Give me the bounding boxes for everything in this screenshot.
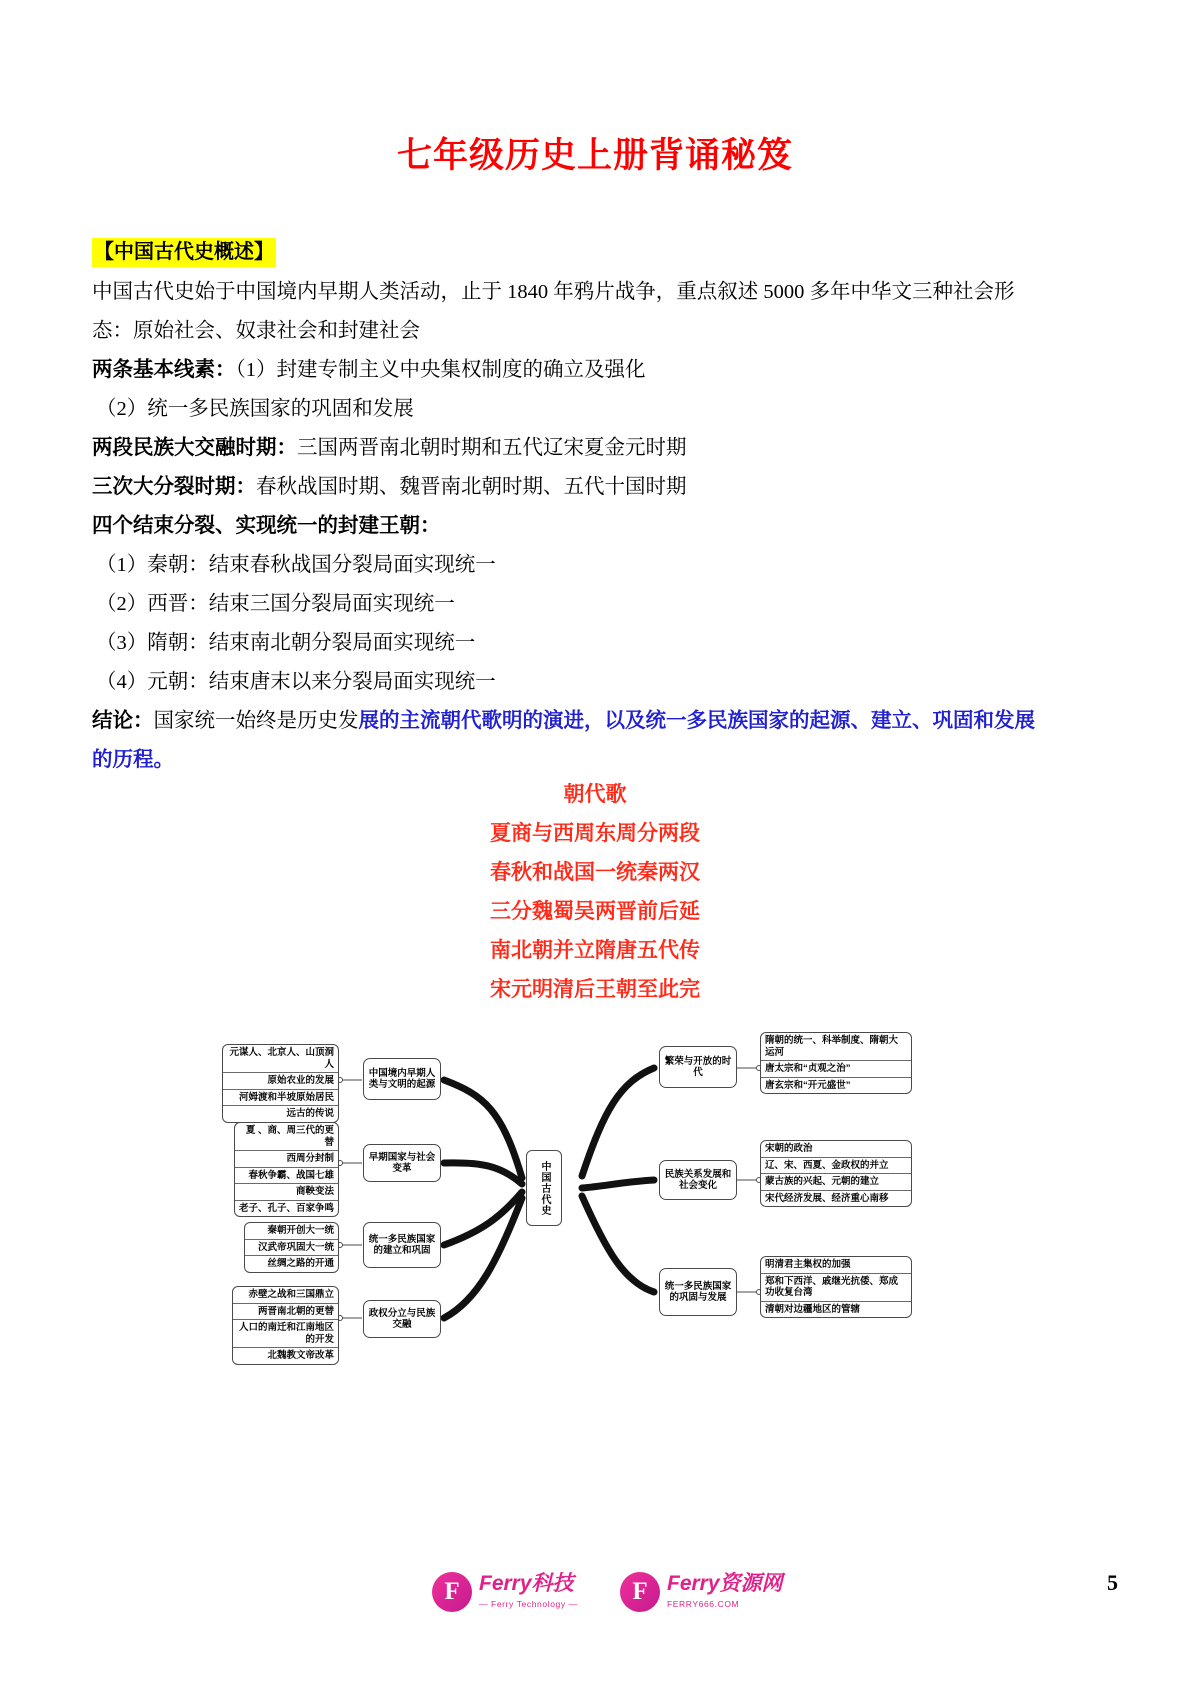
- mindmap-leaf: 郑和下西洋、戚继光抗倭、郑成功收复台湾: [761, 1274, 911, 1302]
- mindmap-leaf: 远古的传说: [286, 1108, 334, 1119]
- mindmap-leafbox-right-3: [760, 1256, 912, 1318]
- branch-left-2: [444, 1163, 522, 1184]
- branch-right-3: [582, 1196, 654, 1292]
- mindmap-leaf: 辽、宋、西夏、金政权的并立: [761, 1158, 911, 1175]
- mindmap-leaf: 丝绸之路的开通: [267, 1258, 334, 1269]
- branch-right-1: [582, 1068, 654, 1176]
- mindmap-leaf: 商鞅变法: [235, 1184, 338, 1201]
- mindmap-leafbox-right-1: [760, 1032, 912, 1094]
- dynasty-song-line-2: 春秋和战国一统秦两汉: [490, 861, 700, 884]
- conclusion-blue-text-2: 的历程。: [92, 749, 174, 771]
- branch-right-2: [582, 1180, 654, 1188]
- mindmap-leafbox-left-2: [234, 1122, 339, 1217]
- two-clues-label: 两条基本线素：: [92, 359, 236, 381]
- mindmap-leaf: 原始农业的发展: [223, 1073, 338, 1090]
- mindmap-leaf: 明清君主集权的加强: [761, 1257, 911, 1274]
- paragraph-two-clues: [92, 351, 1104, 390]
- paragraph-conclusion: [92, 702, 1104, 780]
- dynasty-song-line-1: 夏商与西周东周分两段: [490, 822, 700, 845]
- mindmap-leaf: 西周分封制: [235, 1151, 338, 1168]
- mindmap-leaf: 夏 、商、周三代的更替: [235, 1123, 338, 1151]
- ferry-technology-logo: [432, 1572, 578, 1612]
- mindmap-leaf: 赤壁之战和三国鼎立: [233, 1287, 338, 1304]
- paragraph-division-periods: [92, 468, 1104, 507]
- ferry-resource-url: FERRY666.COM: [667, 1598, 740, 1609]
- list-item-xijin: （2）西晋：结束三国分裂局面实现统一: [96, 593, 455, 615]
- two-clues-text-2: （2）统一多民族国家的巩固和发展: [96, 398, 414, 420]
- division-periods-label: 三次大分裂时期：: [92, 476, 256, 498]
- two-clues-text: （1）封建专制主义中央集权制度的确立及强化: [235, 359, 646, 381]
- mindmap-leafbox-left-4: [232, 1286, 339, 1365]
- ferry-f-icon-2: F: [620, 1572, 660, 1612]
- mindmap-leaf: 两晋南北朝的更替: [233, 1304, 338, 1321]
- list-item-yuan: （4）元朝：结束唐末以来分裂局面实现统一: [96, 671, 496, 693]
- unifying-dynasties-label: 四个结束分裂、实现统一的封建王朝：: [92, 515, 441, 537]
- mindmap-node-right-1: 繁荣与开放的时代: [659, 1046, 737, 1088]
- mindmap-leafbox-left-1: [222, 1044, 339, 1123]
- mindmap-leaf: 蒙古族的兴起、元朝的建立: [761, 1174, 911, 1191]
- mindmap-leaf: 汉武帝巩固大一统: [245, 1240, 338, 1257]
- mindmap-diagram: [222, 1000, 967, 1375]
- conclusion-label: 结论：: [92, 710, 154, 732]
- overview-line1: 中国古代史始于中国境内早期人类活动，止于 1840 年鸦片战争，重点叙述 5000 多年中华文三种社会形: [92, 281, 1015, 303]
- mindmap-leaf: 老子、孔子、百家争鸣: [239, 1202, 335, 1214]
- mindmap-leaf: 元谋人、北京人、山顶洞人: [223, 1045, 338, 1073]
- mindmap-leafbox-right-2: [760, 1140, 912, 1207]
- overview-line2: 态：原始社会、奴隶社会和封建社会: [92, 320, 420, 342]
- ferry-technology-tagline: — Ferry Technology —: [479, 1598, 578, 1609]
- dynasty-song-title: 朝代歌: [563, 783, 627, 806]
- section-heading: 【中国古代史概述】: [92, 238, 276, 267]
- branch-left-4: [444, 1198, 522, 1318]
- paragraph-two-clues-2: [92, 390, 1104, 429]
- mindmap-leaf: 隋朝的统一、科举制度、隋朝大运河: [761, 1033, 911, 1061]
- division-periods-text: 春秋战国时期、魏晋南北朝时期、五代十国时期: [256, 476, 687, 498]
- mindmap-leaf: 清朝对边疆地区的管辖: [765, 1303, 861, 1315]
- mindmap-leaf: 人口的南迁和江南地区的开发: [233, 1320, 338, 1348]
- mindmap-leafbox-left-3: [244, 1222, 339, 1273]
- dynasty-song-line-4: 南北朝并立隋唐五代传: [490, 939, 700, 962]
- fusion-periods-label: 两段民族大交融时期：: [92, 437, 297, 459]
- mindmap-node-right-2: 民族关系发展和社会变化: [659, 1160, 737, 1200]
- page-footer: [0, 1560, 1190, 1640]
- mindmap-leaf: 春秋争霸、战国七雄: [235, 1168, 338, 1185]
- dynasty-song-line-5: 宋元明清后王朝至此完: [490, 978, 700, 1001]
- list-item-sui: （3）隋朝：结束南北朝分裂局面实现统一: [96, 632, 476, 654]
- mindmap-leaf: 唐太宗和“贞观之治”: [761, 1061, 911, 1078]
- conclusion-blue-text: 展的主流朝代歌明的演进，以及统一多民族国家的起源、建立、巩固和发展: [358, 710, 1035, 732]
- dynasty-song-line-3: 三分魏蜀吴两晋前后延: [490, 900, 700, 923]
- mindmap-node-left-1: 中国境内早期人类与文明的起源: [363, 1058, 441, 1100]
- mindmap-node-left-4: 政权分立与民族交融: [363, 1300, 441, 1338]
- ferry-resource-name: Ferry资源网: [667, 1571, 783, 1595]
- paragraph-overview: [92, 273, 1104, 351]
- mindmap-node-left-2: 早期国家与社会变革: [363, 1144, 441, 1182]
- ferry-technology-name: Ferry科技: [479, 1571, 574, 1595]
- mindmap-node-left-3: 统一多民族国家的建立和巩固: [363, 1222, 441, 1268]
- mindmap-leaf: 唐玄宗和“开元盛世”: [765, 1079, 851, 1091]
- section-heading-wrap: [92, 238, 1104, 267]
- document-body: [92, 238, 1104, 780]
- mindmap-leaf: 秦朝开创大一统: [245, 1223, 338, 1240]
- page-number: 5: [1107, 1570, 1118, 1595]
- paragraph-fusion-periods: [92, 429, 1104, 468]
- fusion-periods-text: 三国两晋南北朝时期和五代辽宋夏金元时期: [297, 437, 687, 459]
- ferry-resource-logo: [620, 1572, 783, 1612]
- mindmap-leaf: 宋代经济发展、经济重心南移: [765, 1192, 889, 1204]
- conclusion-black-text: 国家统一始终是历史发: [153, 710, 359, 732]
- mindmap-node-right-3: 统一多民族国家的巩固与发展: [659, 1268, 737, 1316]
- mindmap-leaf: 宋朝的政治: [761, 1141, 911, 1158]
- page-title: 七年级历史上册背诵秘笈: [396, 136, 793, 175]
- ferry-f-icon: F: [432, 1572, 472, 1612]
- mindmap-leaf: 河姆渡和半坡原始居民: [223, 1090, 338, 1107]
- paragraph-unifying-dynasties-label: [92, 507, 1104, 546]
- mindmap-center-node: 中国古代史: [526, 1150, 562, 1226]
- mindmap-leaf: 北魏教文帝改革: [267, 1350, 334, 1361]
- dynasty-song: [0, 775, 1190, 1009]
- list-item-qin: （1）秦朝：结束春秋战国分裂局面实现统一: [96, 554, 496, 576]
